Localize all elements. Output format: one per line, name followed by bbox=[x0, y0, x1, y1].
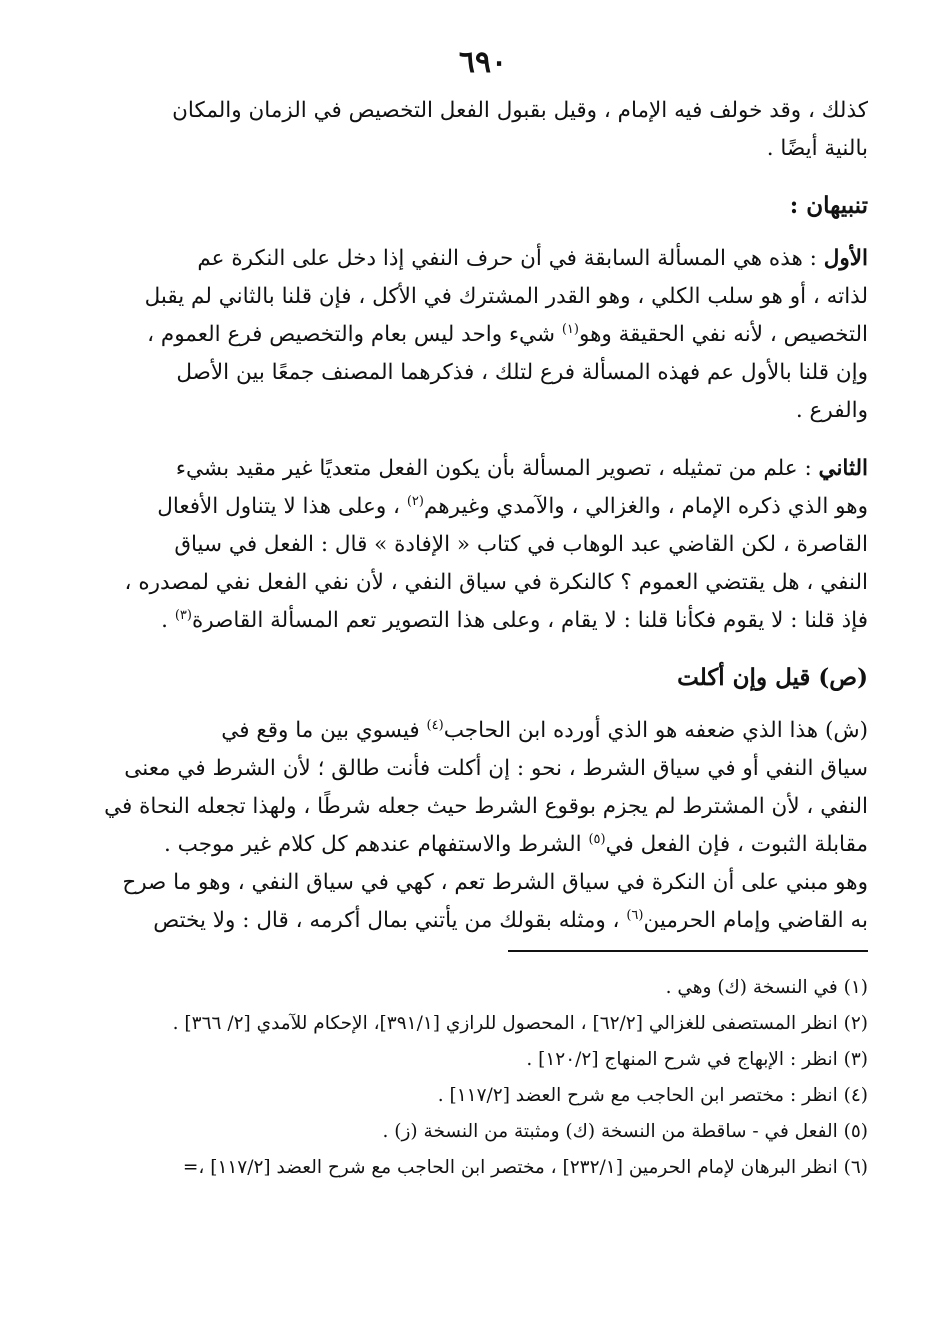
second-note-paragraph bbox=[98, 450, 868, 640]
text-line: مقابلة الثبوت ، فإن الفعل في bbox=[605, 832, 868, 857]
text-line: . bbox=[161, 608, 175, 633]
footnote-ref-1: (١) bbox=[561, 321, 579, 337]
footnote-ref-2: (٢) bbox=[406, 493, 424, 509]
footnote: (٦) انظر البرهان لإمام الحرمين [٢٣٢/١] ، مختصر ابن الحاجب مع شرح العضد [١١٧/٢] ،= bbox=[182, 1157, 868, 1178]
text-line: والفرع . bbox=[795, 398, 868, 423]
first-note-lead: الأول bbox=[823, 246, 868, 271]
text-line: كذلك ، وقد خولف فيه الإمام ، وقيل بقبول الفعل التخصيص في الزمان والمكان bbox=[172, 98, 868, 123]
page-number: ٦٩٠ bbox=[458, 45, 508, 80]
first-note-paragraph bbox=[98, 240, 868, 430]
text-line: التخصيص ، لأنه نفي الحقيقة وهو bbox=[578, 322, 868, 347]
text-line: وهو مبني على أن النكرة في سياق الشرط تعم ، كهي في سياق النفي ، وهو ما صرح bbox=[122, 870, 868, 895]
sharh-paragraph bbox=[98, 712, 868, 940]
text-line: : علم من تمثيله ، تصوير المسألة بأن يكون الفعل متعديًا غير مقيد بشيء bbox=[175, 456, 812, 481]
text-line: وهو الذي ذكره الإمام ، والغزالي ، والآمدي وغيرهم bbox=[423, 494, 868, 519]
text-line: وإن قلنا بالأول عم فهذه المسألة فرع لتلك ، فذكرهما المصنف جمعًا بين الأصل bbox=[176, 360, 868, 385]
text-line: بالنية أيضًا . bbox=[766, 136, 868, 161]
footnote: (٣) انظر : الإبهاج في شرح المنهاج [١٢٠/٢] . bbox=[526, 1049, 868, 1070]
footnote-ref-5: (٥) bbox=[588, 831, 606, 847]
intro-paragraph bbox=[98, 92, 868, 168]
text-line: به القاضي وإمام الحرمين bbox=[643, 908, 868, 933]
footnote-separator bbox=[508, 950, 868, 952]
footnote: (١) في النسخة (ك) وهي . bbox=[665, 977, 868, 998]
second-note-lead: الثاني bbox=[818, 456, 868, 481]
footnotes bbox=[98, 970, 868, 1186]
text-line: النفي ، لأن المشترط لم يجزم بوقوع الشرط حيث جعله شرطًا ، ولهذا تجعله النحاة في bbox=[104, 794, 868, 819]
text-line: الشرط والاستفهام عندهم كل كلام غير موجب . bbox=[163, 832, 589, 857]
text-line: القاصرة ، لكن القاضي عبد الوهاب في كتاب « الإفادة » قال : الفعل في سياق bbox=[174, 532, 868, 557]
text-line: ، وعلى هذا لا يتناول الأفعال bbox=[157, 494, 407, 519]
text-line: لذاته ، أو هو سلب الكلي ، وهو القدر المشترك في الأكل ، فإن قلنا بالثاني لم يقبل bbox=[144, 284, 868, 309]
text-line: : هذه هي المسألة السابقة في أن حرف النفي إذا دخل على النكرة عم bbox=[197, 246, 817, 271]
text-line: سياق النفي أو في سياق الشرط ، نحو : إن أكلت فأنت طالق ؛ لأن الشرط في معنى bbox=[124, 756, 868, 781]
text-line: فيسوي بين ما وقع في bbox=[221, 718, 427, 743]
section-heading-notes: تنبيهان : bbox=[789, 192, 868, 219]
footnote: (٤) انظر : مختصر ابن الحاجب مع شرح العضد [١١٧/٢] . bbox=[437, 1085, 868, 1106]
text-line: شيء واحد ليس بعام والتخصيص فرع العموم ، bbox=[147, 322, 562, 347]
section-heading-matn: (ص) قيل وإن أكلت bbox=[677, 664, 868, 691]
footnote-ref-3: (٣) bbox=[174, 607, 192, 623]
text-line: ، ومثله بقولك من يأتني بمال أكرمه ، قال : ولا يختص bbox=[153, 908, 627, 933]
text-line: النفي ، هل يقتضي العموم ؟ كالنكرة في سياق النفي ، لأن نفي الفعل نفي لمصدره ، bbox=[124, 570, 868, 595]
book-page bbox=[98, 40, 868, 1186]
text-line: فإذ قلنا : لا يقوم فكأنا قلنا : لا يقام ، وعلى هذا التصوير تعم المسألة القاصرة bbox=[191, 608, 868, 633]
text-line: (ش) هذا الذي ضعفه هو الذي أورده ابن الحاجب bbox=[443, 718, 868, 743]
footnote-ref-4: (٤) bbox=[426, 717, 444, 733]
footnote: (٥) الفعل في - ساقطة من النسخة (ك) ومثبتة من النسخة (ز) . bbox=[382, 1121, 868, 1142]
footnote-ref-6: (٦) bbox=[626, 907, 644, 923]
footnote: (٢) انظر المستصفى للغزالي [٦٢/٢] ، المحصول للرازي [٣٩١/١]، الإحكام للآمدي [٢/ ٣٦٦] . bbox=[172, 1013, 868, 1034]
